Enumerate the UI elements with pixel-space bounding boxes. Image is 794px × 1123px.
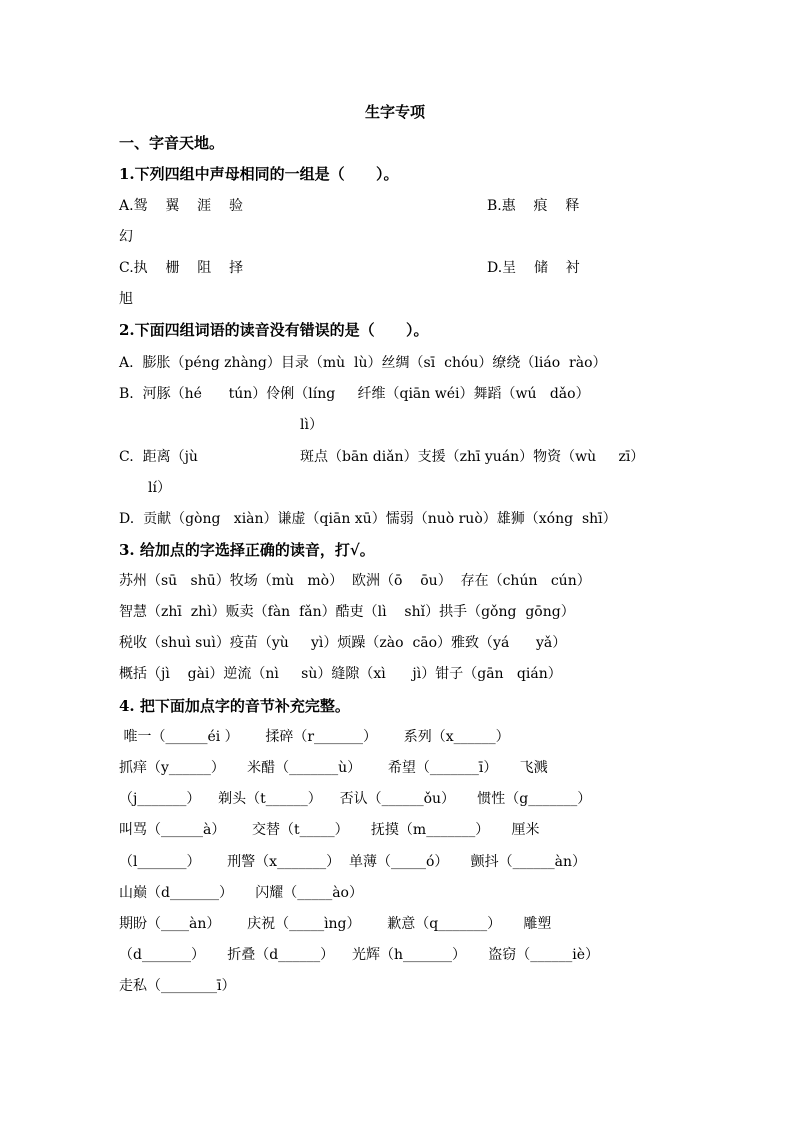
q4-row: 叫骂（______à） 交替（t_____） 抚摸（m_______） 厘米 bbox=[119, 822, 540, 838]
q2-option-c-rest: 斑点（bān diǎn）支援（zhī yuán）物资（wù zī） bbox=[300, 449, 645, 465]
question-4-stem: 4. 把下面加点字的音节补充完整。 bbox=[119, 697, 350, 715]
q4-row: （l_______） 刑警（x_______） 单薄（_____ó） 颤抖（______àn） bbox=[119, 854, 587, 870]
question-2-stem: 2.下面四组词语的读音没有错误的是（ ）。 bbox=[119, 321, 429, 339]
q1-option-a: A.鸳 翼 涯 验 bbox=[119, 198, 243, 214]
q4-row: （j_______） 剃头（t______） 否认（______ǒu） 惯性（g_______） bbox=[119, 791, 592, 807]
q4-row: 期盼（____àn） 庆祝（_____ìng） 歉意（q_______） 雕塑 bbox=[119, 916, 552, 932]
q4-row: 走私（________ī） bbox=[119, 978, 236, 994]
q1-option-d: D.呈 储 衬 bbox=[487, 260, 580, 276]
q3-row: 苏州（sū shū）牧场（mù mò） 欧洲（ō ōu） 存在（chún cún） bbox=[119, 573, 591, 589]
question-3-stem: 3. 给加点的字选择正确的读音，打√。 bbox=[119, 541, 375, 559]
q3-row: 税收（shuì suì）疫苗（yù yì）烦躁（zào cāo）雅致（yá yǎ） bbox=[119, 635, 567, 651]
section-heading: 一、字音天地。 bbox=[119, 134, 225, 152]
page-title: 生字专项 bbox=[365, 103, 426, 121]
q4-row: 唯一（______éi ） 揉碎（r_______） 系列（x______） bbox=[119, 729, 510, 745]
q2-option-b-wrap: lì） bbox=[300, 417, 323, 433]
q2-option-b: B. 河豚（hé tún）伶俐（líng 纤维（qiān wéi）舞蹈（wú dǎo） bbox=[119, 386, 590, 402]
question-1-stem: 1.下列四组中声母相同的一组是（ ）。 bbox=[119, 165, 399, 183]
q2-option-d: D. 贡献（gòng xiàn）谦虚（qiān xū）懦弱（nuò ruò）雄狮（xóng shī） bbox=[119, 511, 617, 527]
q2-option-a: A. 膨胀（péng zhàng）目录（mù lù）丝绸（sī chóu）缭绕（liáo rào） bbox=[119, 355, 607, 371]
q1-option-b-wrap: 幻 bbox=[119, 229, 133, 245]
q3-row: 概括（jì gài）逆流（nì sù）缝隙（xì jì）钳子（gān qián） bbox=[119, 666, 562, 682]
q1-option-b: B.惠 痕 释 bbox=[487, 198, 580, 214]
q1-option-d-wrap: 旭 bbox=[119, 291, 133, 307]
q1-option-c: C.执 栅 阻 择 bbox=[119, 260, 244, 276]
q2-option-c: C. 距离（jù bbox=[119, 449, 198, 465]
q4-row: 抓痒（y______） 米醋（_______ù） 希望（_______ī） 飞溅 bbox=[119, 760, 548, 776]
q2-option-c-wrap: lí） bbox=[148, 480, 171, 496]
q3-row: 智慧（zhī zhì）贩卖（fàn fǎn）酷吏（lì shǐ）拱手（gǒng gōng） bbox=[119, 604, 575, 620]
q4-row: 山巅（d_______） 闪耀（_____ào） bbox=[119, 885, 363, 901]
q4-row: （d_______） 折叠（d______） 光辉（h_______） 盗窃（______iè） bbox=[119, 947, 600, 963]
